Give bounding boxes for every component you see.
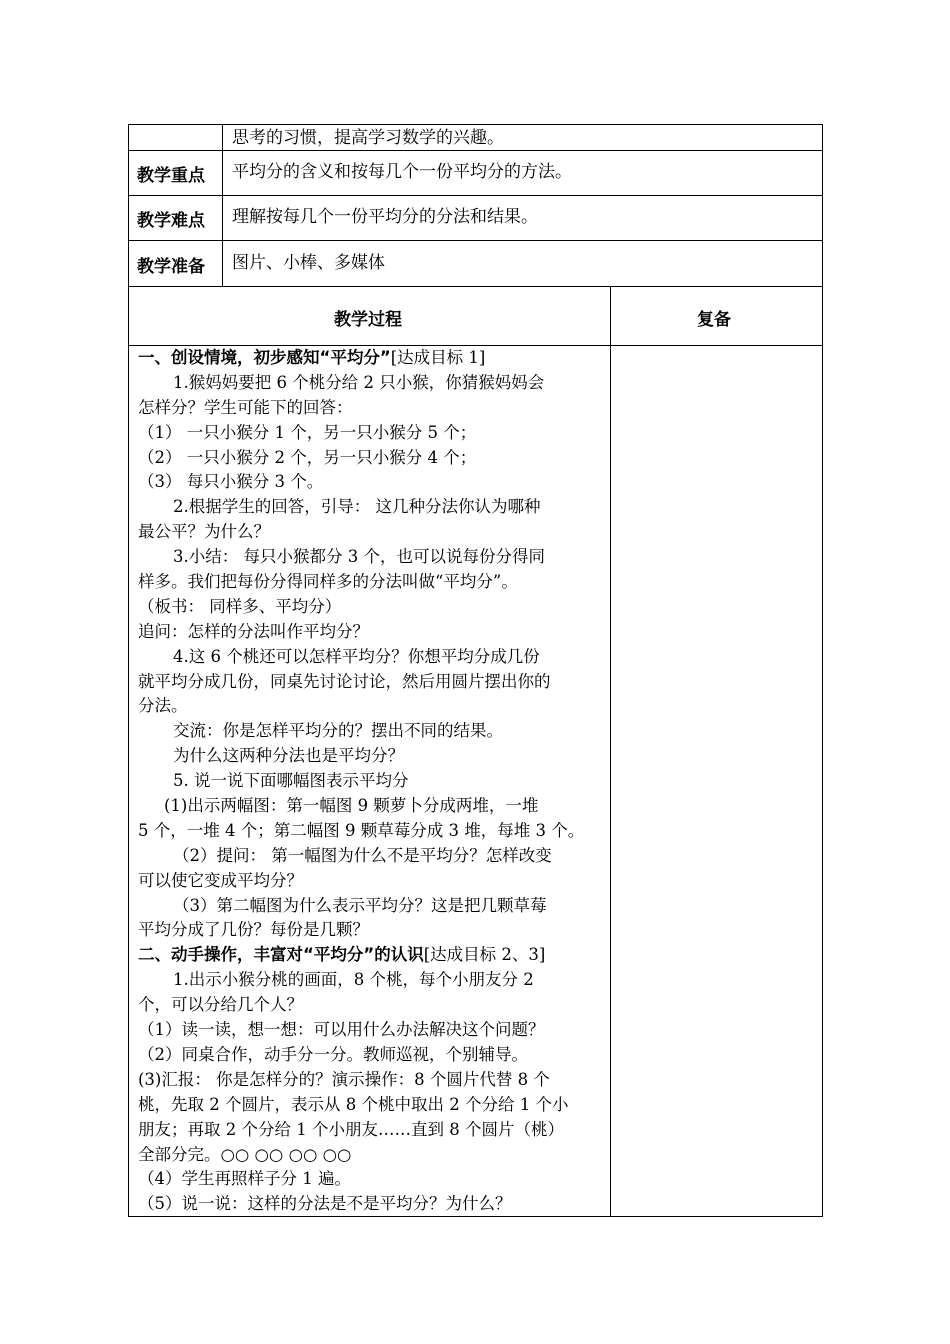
process-line-text: 4.这 6 个桃还可以怎样平均分？你想平均分成几份 xyxy=(173,646,540,666)
process-line xyxy=(138,595,606,620)
process-line xyxy=(138,993,606,1018)
row-divider xyxy=(128,150,823,151)
process-line-text: （板书： 同样多、平均分） xyxy=(138,596,342,616)
process-line xyxy=(138,1167,606,1192)
process-line xyxy=(138,495,606,520)
process-line-text: 二、动手操作，丰富对“平均分”的认识 xyxy=(138,945,424,965)
review-header: 复备 xyxy=(697,310,731,330)
process-line xyxy=(138,1018,606,1043)
process-line xyxy=(138,1143,606,1168)
process-line-text: 桃，先取 2 个圆片，表示从 8 个桃中取出 2 个分给 1 个小 xyxy=(138,1094,569,1114)
difficulty-value: 理解按每几个一份平均分的分法和结果。 xyxy=(232,207,538,227)
process-line xyxy=(138,396,606,421)
process-line xyxy=(138,1093,606,1118)
process-line xyxy=(138,744,606,769)
process-line xyxy=(138,694,606,719)
review-column-divider xyxy=(610,286,611,1216)
process-line xyxy=(138,794,606,819)
process-line-text: 一、创设情境，初步感知“平均分” xyxy=(138,348,391,367)
row-divider xyxy=(128,195,823,196)
row-divider xyxy=(128,286,823,287)
process-line xyxy=(138,769,606,794)
process-line xyxy=(138,520,606,545)
table-border-left xyxy=(128,124,129,1217)
process-line-text: （5）说一说：这样的分法是不是平均分？为什么？ xyxy=(138,1194,512,1214)
table-border-top xyxy=(128,124,823,125)
process-line-text: （2）同桌合作，动手分一分。教师巡视，个别辅导。 xyxy=(138,1044,528,1064)
process-line xyxy=(138,894,606,919)
process-line-text: 1.猴妈妈要把 6 个桃分给 2 只小猴，你猜猴妈妈会 xyxy=(173,372,545,392)
teaching-process-content xyxy=(138,346,606,1217)
difficulty-label: 教学难点 xyxy=(137,211,205,231)
process-line xyxy=(138,869,606,894)
process-line-text: （2） 一只小猴分 2 个，另一只小猴分 4 个； xyxy=(138,447,477,467)
key-point-label: 教学重点 xyxy=(137,166,205,186)
process-line xyxy=(138,421,606,446)
process-header: 教学过程 xyxy=(334,310,402,330)
process-line xyxy=(138,1192,606,1217)
row-divider xyxy=(128,240,823,241)
process-line-text: 平均分成了几份？每份是几颗？ xyxy=(138,920,369,940)
process-line-text: 分法。 xyxy=(138,696,188,716)
label-column-divider xyxy=(222,124,223,286)
objective-continuation-text: 思考的习惯，提高学习数学的兴趣。 xyxy=(232,128,504,148)
process-line xyxy=(138,670,606,695)
key-point-value: 平均分的含义和按每几个一份平均分的方法。 xyxy=(232,162,572,182)
preparation-value: 图片、小棒、多媒体 xyxy=(232,253,385,273)
process-line xyxy=(138,1043,606,1068)
process-line xyxy=(138,371,606,396)
process-line-text: 样多。我们把每份分得同样多的分法叫做“平均分”。 xyxy=(138,572,518,592)
process-line-text: (1)出示两幅图：第一幅图 9 颗萝卜分成两堆，一堆 xyxy=(164,796,539,816)
process-line-text: 怎样分？学生可能下的回答： xyxy=(138,397,353,417)
process-line xyxy=(138,446,606,471)
process-line-text: （2）提问： 第一幅图为什么不是平均分？怎样改变 xyxy=(173,845,552,865)
process-line xyxy=(138,968,606,993)
process-line xyxy=(138,570,606,595)
table-border-right xyxy=(822,124,823,1217)
section-heading xyxy=(138,943,606,968)
process-line-text: 追问：怎样的分法叫作平均分？ xyxy=(138,621,369,641)
process-line-text: 最公平？为什么？ xyxy=(138,522,270,542)
process-line-text: 5. 说一说下面哪幅图表示平均分 xyxy=(173,771,409,791)
process-line xyxy=(138,620,606,645)
section-heading xyxy=(138,346,606,371)
process-line xyxy=(138,470,606,495)
process-line xyxy=(138,645,606,670)
process-line-text: （3）第二幅图为什么表示平均分？这是把几颗草莓 xyxy=(173,895,547,915)
process-line-text: 交流：你是怎样平均分的？摆出不同的结果。 xyxy=(173,721,503,741)
process-line-text: （1）读一读，想一想：可以用什么办法解决这个问题？ xyxy=(138,1020,545,1040)
process-line xyxy=(138,844,606,869)
process-line-text: 3.小结： 每只小猴都分 3 个，也可以说每份分得同 xyxy=(173,547,545,567)
process-line-text: 可以使它变成平均分？ xyxy=(138,870,303,890)
process-line-text: 就平均分成几份，同桌先讨论讨论，然后用圆片摆出你的 xyxy=(138,671,551,691)
goal-tag: [达成目标 2、3] xyxy=(423,945,546,965)
process-line xyxy=(138,1118,606,1143)
process-line-text: （4）学生再照样子分 1 遍。 xyxy=(138,1169,351,1189)
process-line-text: 个，可以分给几个人？ xyxy=(138,995,303,1015)
goal-tag: [达成目标 1] xyxy=(390,348,486,367)
process-line xyxy=(138,719,606,744)
process-line-text: 全部分完。○○ ○○ ○○ ○○ xyxy=(138,1144,352,1164)
process-line-text: （3） 每只小猴分 3 个。 xyxy=(138,472,324,492)
process-line xyxy=(138,819,606,844)
process-line-text: （1） 一只小猴分 1 个，另一只小猴分 5 个； xyxy=(138,422,477,442)
process-line-text: (3)汇报： 你是怎样分的？演示操作：8 个圆片代替 8 个 xyxy=(138,1069,550,1089)
process-line-text: 5 个，一堆 4 个；第二幅图 9 颗草莓分成 3 堆，每堆 3 个。 xyxy=(138,820,585,840)
process-line-text: 1.出示小猴分桃的画面，8 个桃，每个小朋友分 2 xyxy=(173,970,534,990)
process-line xyxy=(138,545,606,570)
preparation-label: 教学准备 xyxy=(137,257,205,277)
process-line-text: 为什么这两种分法也是平均分？ xyxy=(173,746,404,766)
process-line-text: 朋友；再取 2 个分给 1 个小朋友……直到 8 个圆片（桃） xyxy=(138,1119,564,1139)
process-line xyxy=(138,918,606,943)
process-line xyxy=(138,1068,606,1093)
process-line-text: 2.根据学生的回答，引导： 这几种分法你认为哪种 xyxy=(173,497,541,517)
